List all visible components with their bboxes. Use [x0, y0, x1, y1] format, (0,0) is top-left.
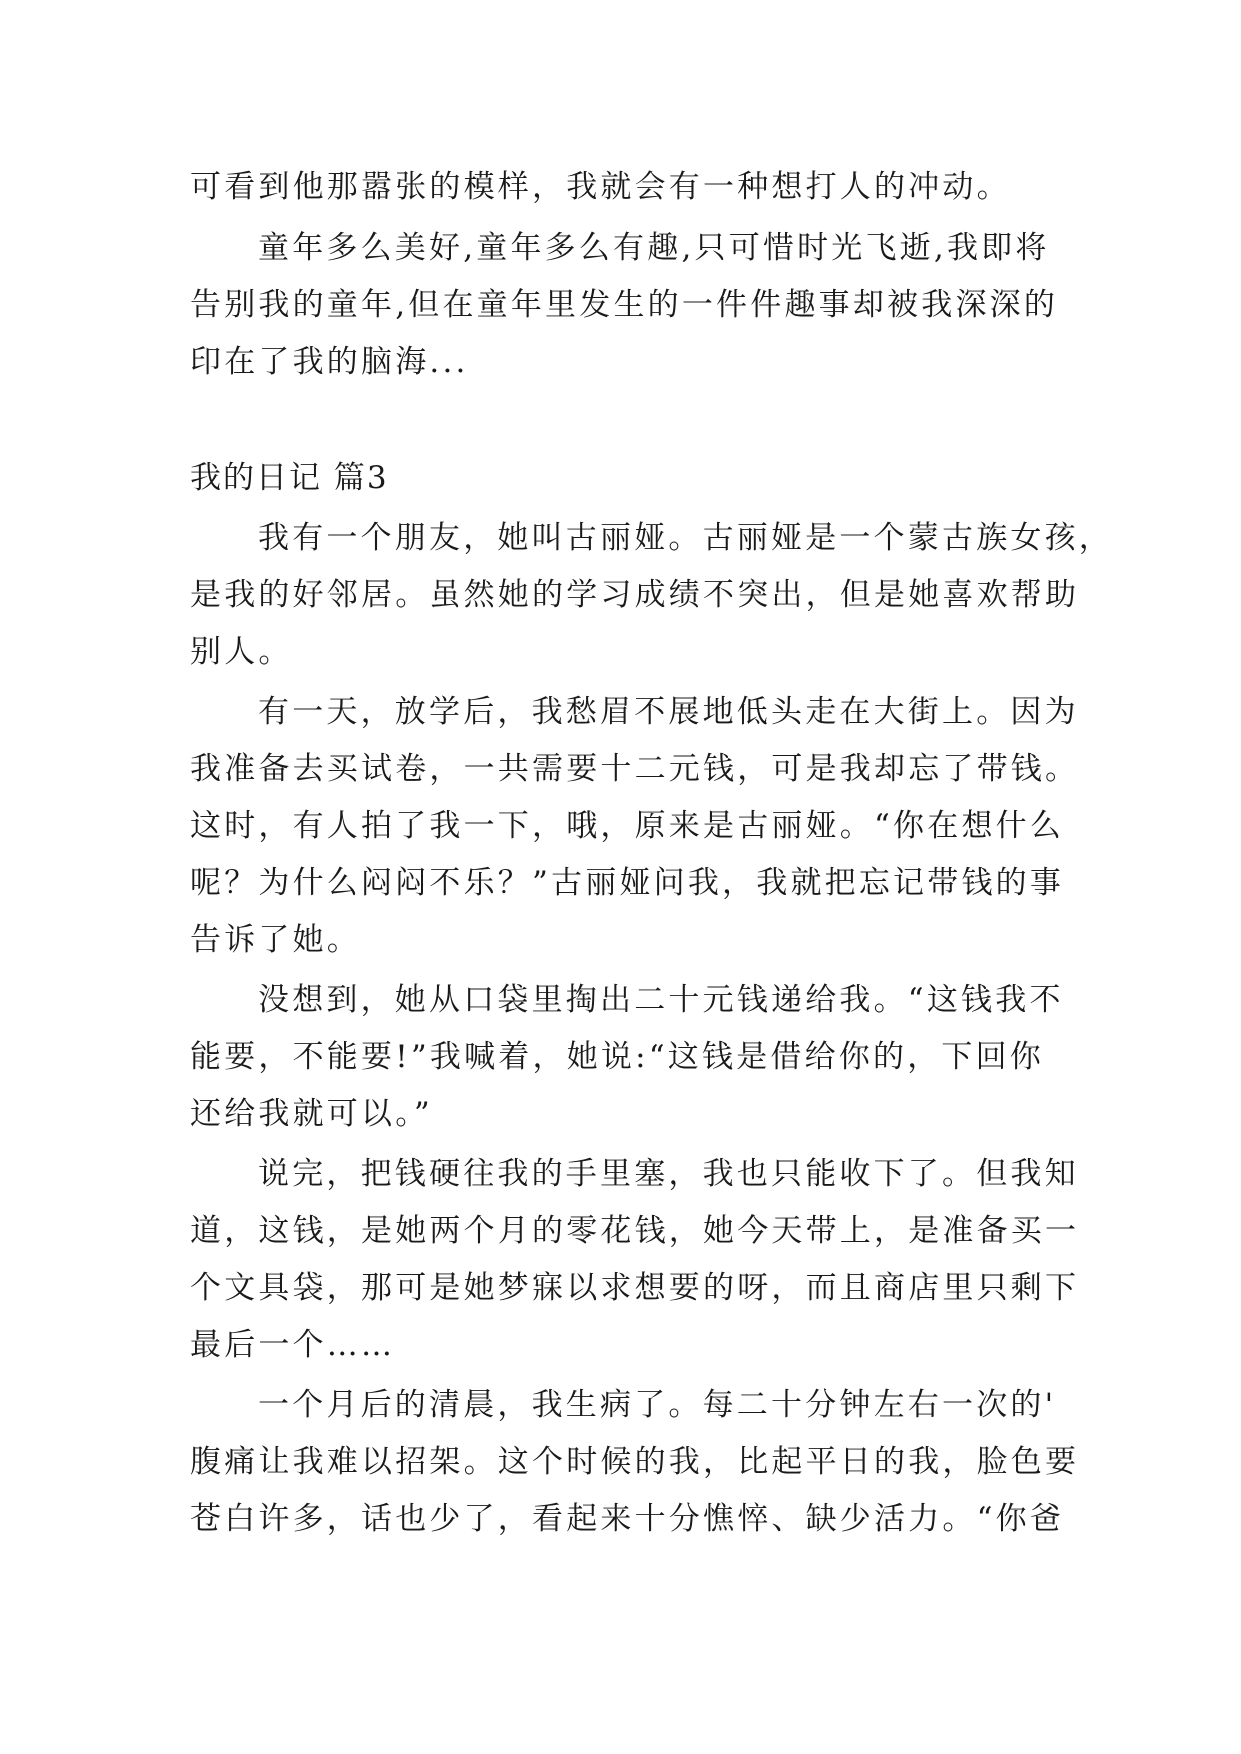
- paragraph-2-line-3: 印在了我的脑海...: [190, 344, 469, 380]
- paragraph-1-line-1: 可看到他那嚣张的模样，我就会有一种想打人的冲动。: [190, 169, 1011, 205]
- paragraph-6-line-1: 说完，把钱硬往我的手里塞，我也只能收下了。但我知: [258, 1156, 1079, 1192]
- paragraph-3-line-2: 是我的好邻居。虽然她的学习成绩不突出，但是她喜欢帮助: [190, 577, 1080, 613]
- paragraph-4-line-4: 呢？为什么闷闷不乐？”古丽娅问我，我就把忘记带钱的事: [190, 865, 1065, 901]
- paragraph-4-line-2: 我准备去买试卷，一共需要十二元钱，可是我却忘了带钱。: [190, 751, 1080, 787]
- paragraph-2-line-2: 告别我的童年,但在童年里发生的一件件趣事却被我深深的: [190, 287, 1059, 323]
- paragraph-7-line-3: 苍白许多，话也少了，看起来十分憔悴、缺少活力。“你爸: [190, 1501, 1065, 1537]
- section-heading: 我的日记 篇3: [190, 460, 389, 496]
- paragraph-3-line-1: 我有一个朋友，她叫古丽娅。古丽娅是一个蒙古族女孩，: [258, 520, 1113, 556]
- paragraph-2-line-1: 童年多么美好,童年多么有趣,只可惜时光飞逝,我即将: [258, 230, 1050, 266]
- paragraph-3-line-3: 别人。: [190, 634, 293, 670]
- paragraph-5-line-3: 还给我就可以。”: [190, 1096, 433, 1132]
- paragraph-6-line-2: 道，这钱，是她两个月的零花钱，她今天带上，是准备买一: [190, 1213, 1080, 1249]
- paragraph-6-line-4: 最后一个……: [190, 1327, 396, 1363]
- paragraph-4-line-5: 告诉了她。: [190, 922, 361, 958]
- paragraph-7-line-1: 一个月后的清晨，我生病了。每二十分钟左右一次的': [258, 1387, 1057, 1423]
- paragraph-6-line-3: 个文具袋，那可是她梦寐以求想要的呀，而且商店里只剩下: [190, 1270, 1080, 1306]
- paragraph-5-line-2: 能要，不能要!”我喊着，她说:“这钱是借给你的，下回你: [190, 1039, 1044, 1075]
- paragraph-7-line-2: 腹痛让我难以招架。这个时候的我，比起平日的我，脸色要: [190, 1444, 1080, 1480]
- paragraph-4-line-1: 有一天，放学后，我愁眉不展地低头走在大街上。因为: [258, 694, 1079, 730]
- paragraph-5-line-1: 没想到，她从口袋里掏出二十元钱递给我。“这钱我不: [258, 982, 1064, 1018]
- paragraph-4-line-3: 这时，有人拍了我一下，哦，原来是古丽娅。“你在想什么: [190, 808, 1065, 844]
